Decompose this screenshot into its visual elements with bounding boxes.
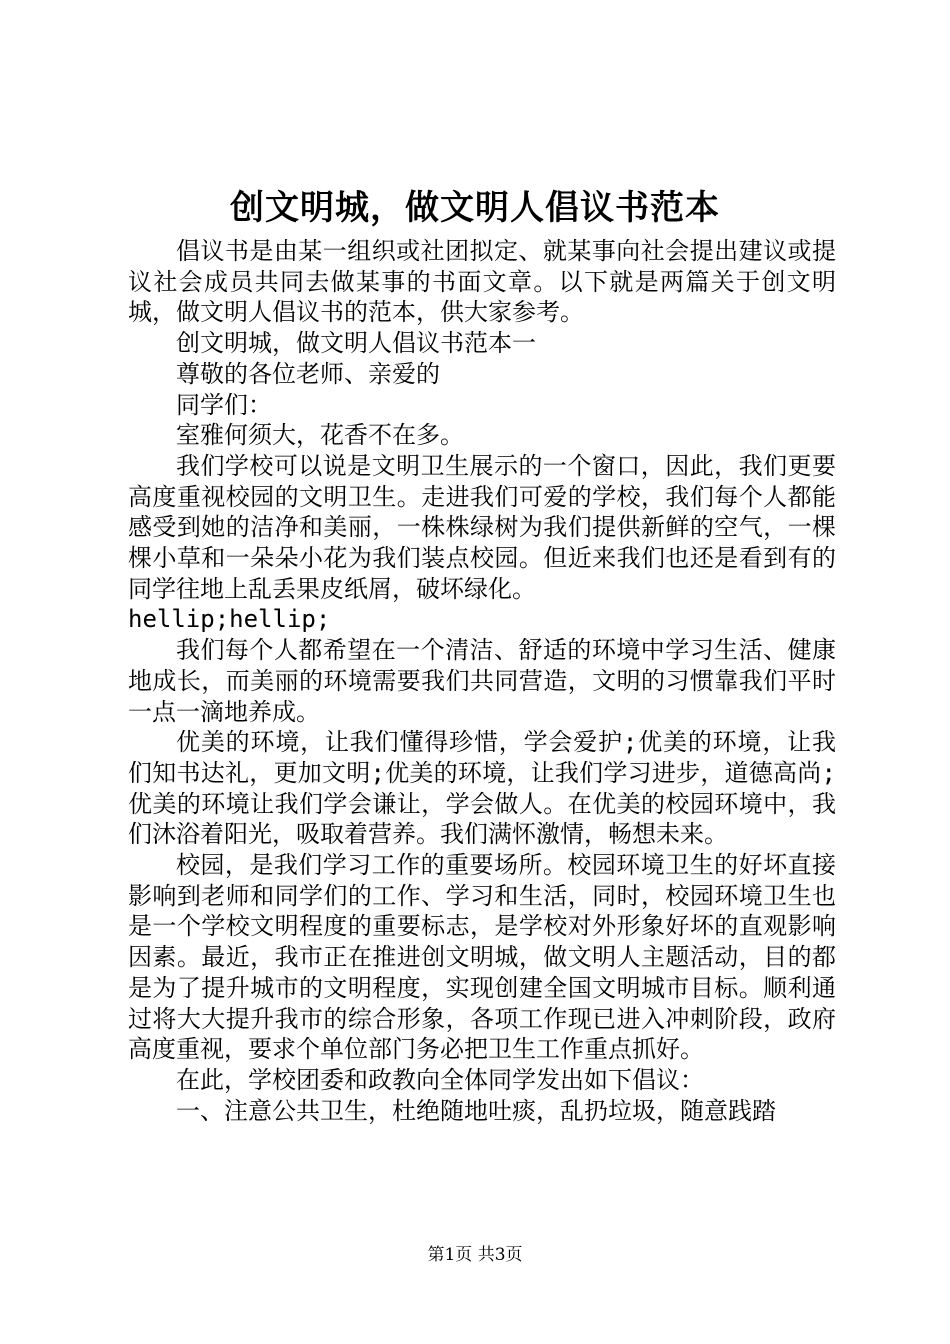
- paragraph-campus-importance: 校园，是我们学习工作的重要场所。校园环境卫生的好坏直接影响到老师和同学们的工作、学习和生活，同时，校园环境卫生也是一个学校文明程度的重要标志，是学校对外形象好坏的直观影响因素。最近，我市正在推进创文明城，做文明人主题活动，目的都是为了提升城市的文明程度，实现创建全国文明城市目标。顺利通过将大大提升我市的综合形象，各项工作现已进入冲刺阶段，政府高度重视，要求个单位部门务必把卫生工作重点抓好。: [128, 851, 836, 1064]
- paragraph-subtitle: 创文明城，做文明人倡议书范本一: [176, 329, 536, 358]
- paragraph-beautiful-environment: 优美的环境，让我们懂得珍惜，学会爱护;优美的环境，让我们知书达礼，更加文明;优美的环境，让我们学习进步，道德高尚;优美的环境让我们学会谦让，学会做人。在优美的校园环境中，我们沐浴着阳光，吸取着营养。我们满怀激情，畅想未来。: [128, 728, 836, 849]
- paragraph-salutation-1: 尊敬的各位老师、亲爱的: [176, 359, 440, 388]
- page-number-footer: 第1页 共3页: [427, 1245, 523, 1265]
- paragraph-proposal-intro: 在此，学校团委和政教向全体同学发出如下倡议：: [176, 1065, 704, 1094]
- paragraph-salutation-2: 同学们：: [176, 390, 272, 419]
- paragraph-school-window: 我们学校可以说是文明卫生展示的一个窗口，因此，我们更要高度重视校园的文明卫生。走进我们可爱的学校，我们每个人都能感受到她的洁净和美丽，一株株绿树为我们提供新鲜的空气，一棵棵小草和一朵朵小花为我们装点校园。但近来我们也还是看到有的同学往地上乱丢果皮纸屑，破坏绿化。: [128, 451, 836, 603]
- paragraph-intro: 倡议书是由某一组织或社团拟定、就某事向社会提出建议或提议社会成员共同去做某事的书面文章。以下就是两篇关于创文明城，做文明人倡议书的范本，供大家参考。: [128, 237, 836, 327]
- paragraph-ellipsis: hellip;hellip;: [128, 605, 331, 634]
- paragraph-quote: 室雅何须大，花香不在多。: [176, 421, 464, 450]
- paragraph-environment-hope: 我们每个人都希望在一个清洁、舒适的环境中学习生活、健康地成长，而美丽的环境需要我们共同营造，文明的习惯靠我们平时一点一滴地养成。: [128, 636, 836, 726]
- paragraph-proposal-one: 一、注意公共卫生，杜绝随地吐痰，乱扔垃圾，随意践踏: [176, 1096, 776, 1125]
- document-body: [128, 236, 836, 1126]
- document-title: 创文明城，做文明人倡议书范本: [230, 188, 720, 228]
